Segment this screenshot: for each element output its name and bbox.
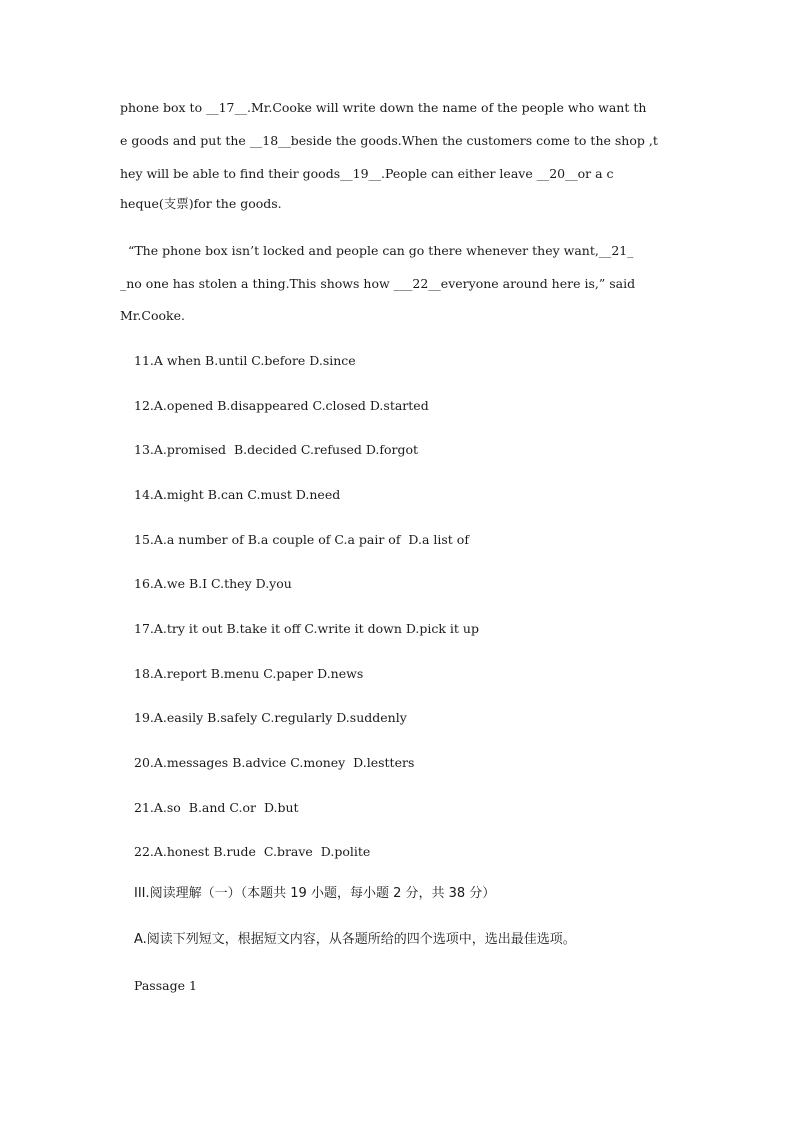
passage-label: Passage 1 [134, 978, 197, 993]
option-line-21: 21.A.so B.and C.or D.but [134, 800, 299, 815]
passage-line: hey will be able to find their goods__19__.People can either leave __20__or a c [120, 166, 614, 181]
section-heading: III.阅读理解（一）（本题共 19 小题，每小题 2 分，共 38 分） [134, 886, 496, 901]
instruction-text: A.阅读下列短文，根据短文内容，从各题所给的四个选项中，选出最佳选项。 [134, 932, 576, 947]
option-line-20: 20.A.messages B.advice C.money D.lestters [134, 755, 415, 770]
passage-line: e goods and put the __18__beside the goods.When the customers come to the shop ,t [120, 133, 658, 148]
option-line-16: 16.A.we B.I C.they D.you [134, 576, 292, 591]
passage-line: Mr.Cooke. [120, 308, 185, 323]
option-line-19: 19.A.easily B.safely C.regularly D.suddenly [134, 710, 407, 725]
option-line-13: 13.A.promised B.decided C.refused D.forgot [134, 442, 419, 457]
option-line-11: 11.A when B.until C.before D.since [134, 353, 356, 368]
passage-line: phone box to __17__.Mr.Cooke will write down the name of the people who want th [120, 100, 647, 115]
option-line-14: 14.A.might B.can C.must D.need [134, 487, 341, 502]
option-line-15: 15.A.a number of B.a couple of C.a pair of D.a list of [134, 532, 469, 547]
option-line-18: 18.A.report B.menu C.paper D.news [134, 666, 364, 681]
passage-line: “The phone box isn’t locked and people can go there whenever they want,__21_ [120, 243, 634, 258]
option-line-17: 17.A.try it out B.take it off C.write it down D.pick it up [134, 621, 479, 636]
passage-line: _no one has stolen a thing.This shows how ___22__everyone around here is,” said [120, 276, 636, 291]
passage-line: heque(支票)for the goods. [120, 196, 282, 211]
option-line-22: 22.A.honest B.rude C.brave D.polite [134, 844, 371, 859]
option-line-12: 12.A.opened B.disappeared C.closed D.started [134, 398, 429, 413]
